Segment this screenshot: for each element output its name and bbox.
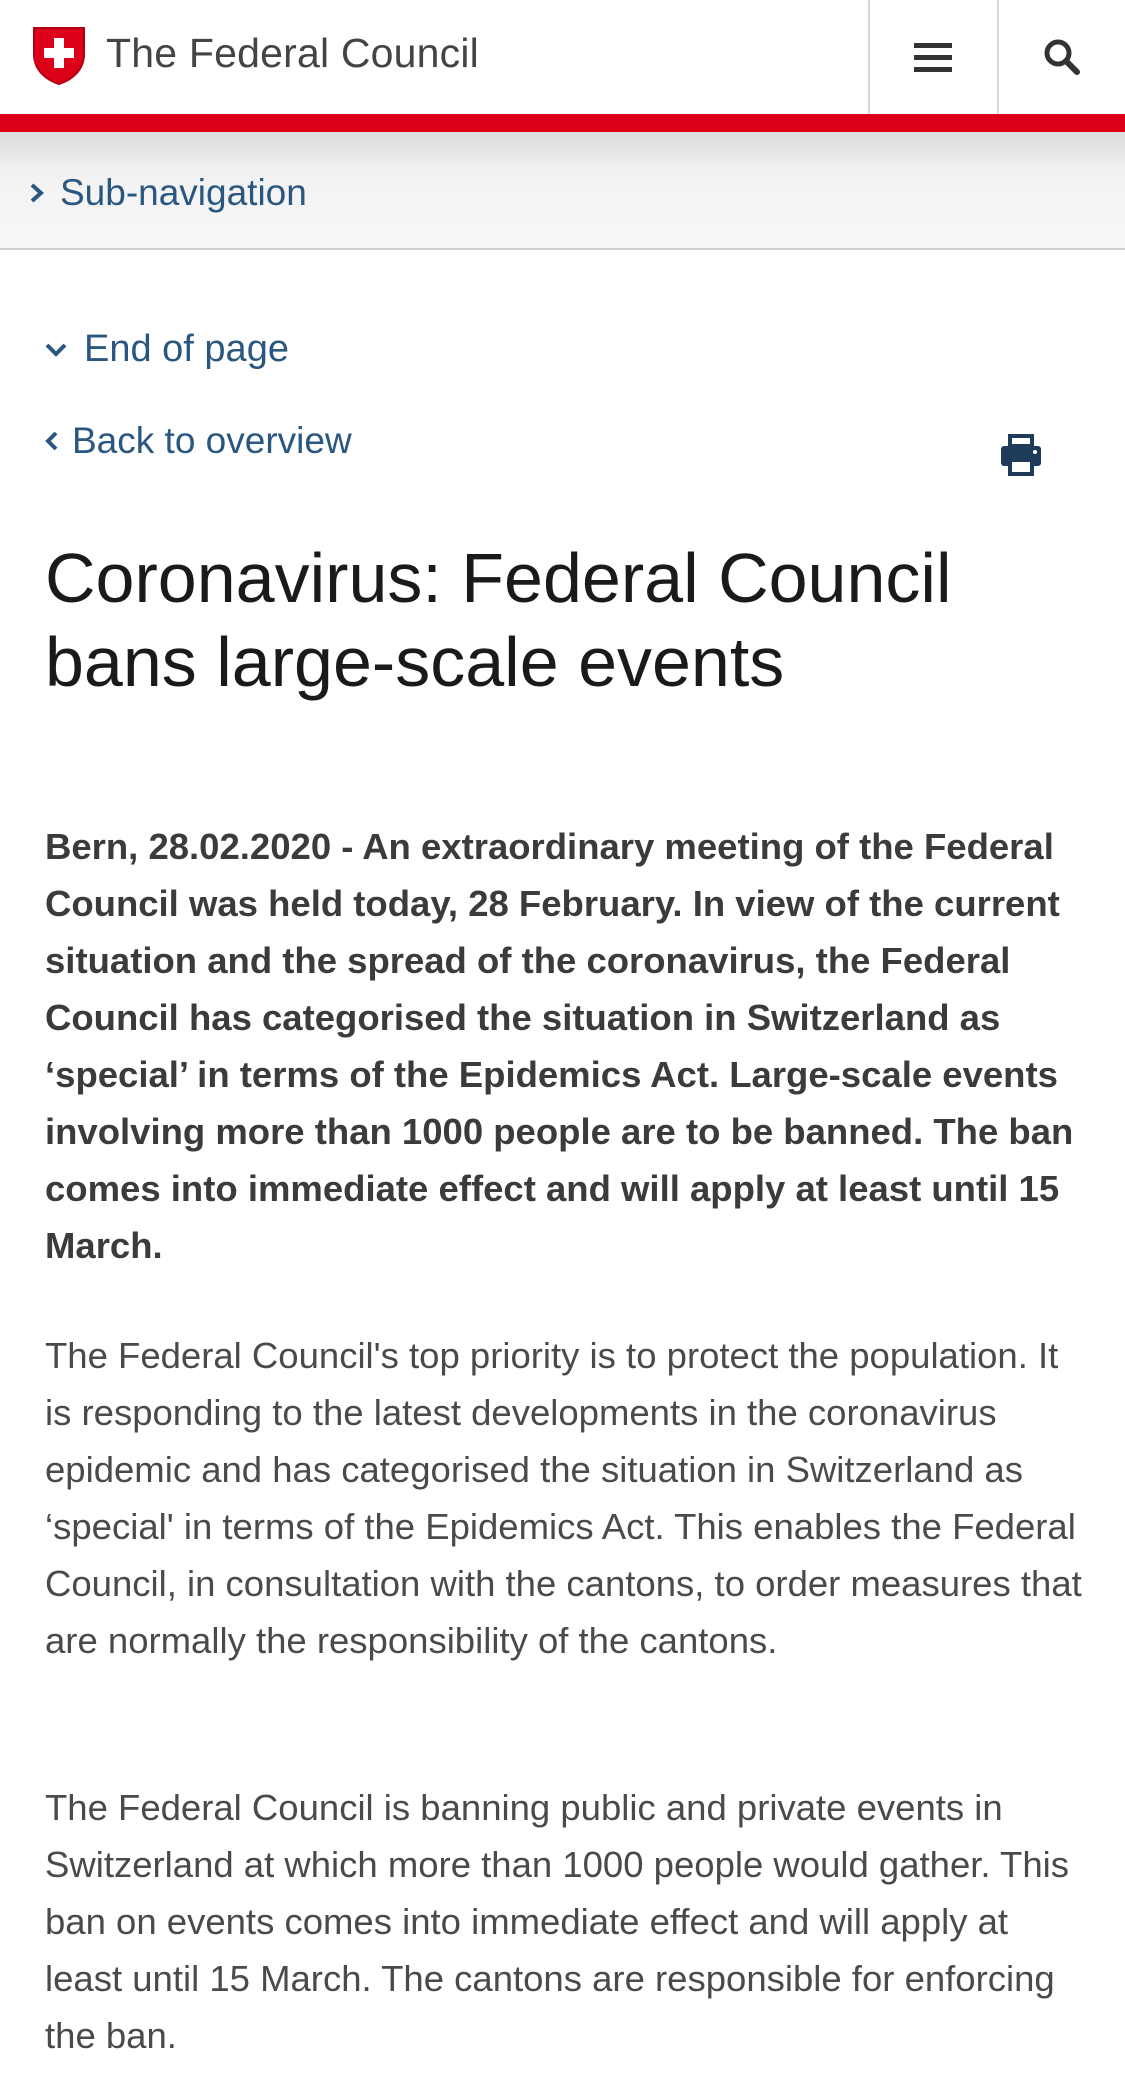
swiss-shield-icon[interactable]	[28, 24, 90, 86]
sub-navigation-toggle[interactable]	[28, 172, 307, 214]
article-lead: Bern, 28.02.2020 - An extraordinary meeting of the Federal Council was held today, 28 February. In view of the current situation and the spread of the coronavirus, the Federal Council has categorised the situation in Switzerland as ‘special’ in terms of the Epidemics Act. Large-scale events involving more than 1000 people are to be banned. The ban comes into immediate effect and will apply at least until 15 March.	[45, 826, 1074, 1266]
end-of-page-label: End of page	[84, 328, 289, 370]
article-title: Coronavirus: Federal Council bans large-scale events	[45, 539, 952, 701]
hamburger-menu-icon	[914, 41, 952, 73]
back-to-overview-link[interactable]	[44, 420, 352, 462]
end-of-page-link[interactable]	[44, 328, 289, 371]
back-to-overview-label: Back to overview	[72, 420, 352, 461]
article-paragraph: The Federal Council is banning public and private events in Switzerland at which more than 1000 people would gather. This ban on events comes into immediate effect and will apply at least until 15 March. The cantons are responsible for enforcing the ban.	[45, 1787, 1069, 2056]
chevron-left-icon	[44, 429, 60, 453]
search-button[interactable]	[997, 0, 1125, 114]
brand-red-bar	[0, 114, 1125, 132]
menu-button[interactable]	[868, 0, 996, 114]
sub-navigation-label: Sub-navigation	[60, 172, 307, 213]
search-icon	[1043, 38, 1081, 76]
article-paragraph: The Federal Council's top priority is to protect the population. It is responding to the latest developments in the coronavirus epidemic and has categorised the situation in Switzerland as ‘special' in terms of the Epidemics Act. This enables the Federal Council, in consultation with the cantons, to order measures that are normally the responsibility of the cantons.	[45, 1335, 1082, 1661]
site-header	[0, 0, 1125, 114]
chevron-right-icon	[28, 182, 46, 204]
sub-navigation-bar	[0, 132, 1125, 250]
chevron-down-icon	[44, 341, 68, 359]
site-title[interactable]: The Federal Council	[106, 30, 479, 76]
print-icon[interactable]	[998, 432, 1044, 478]
